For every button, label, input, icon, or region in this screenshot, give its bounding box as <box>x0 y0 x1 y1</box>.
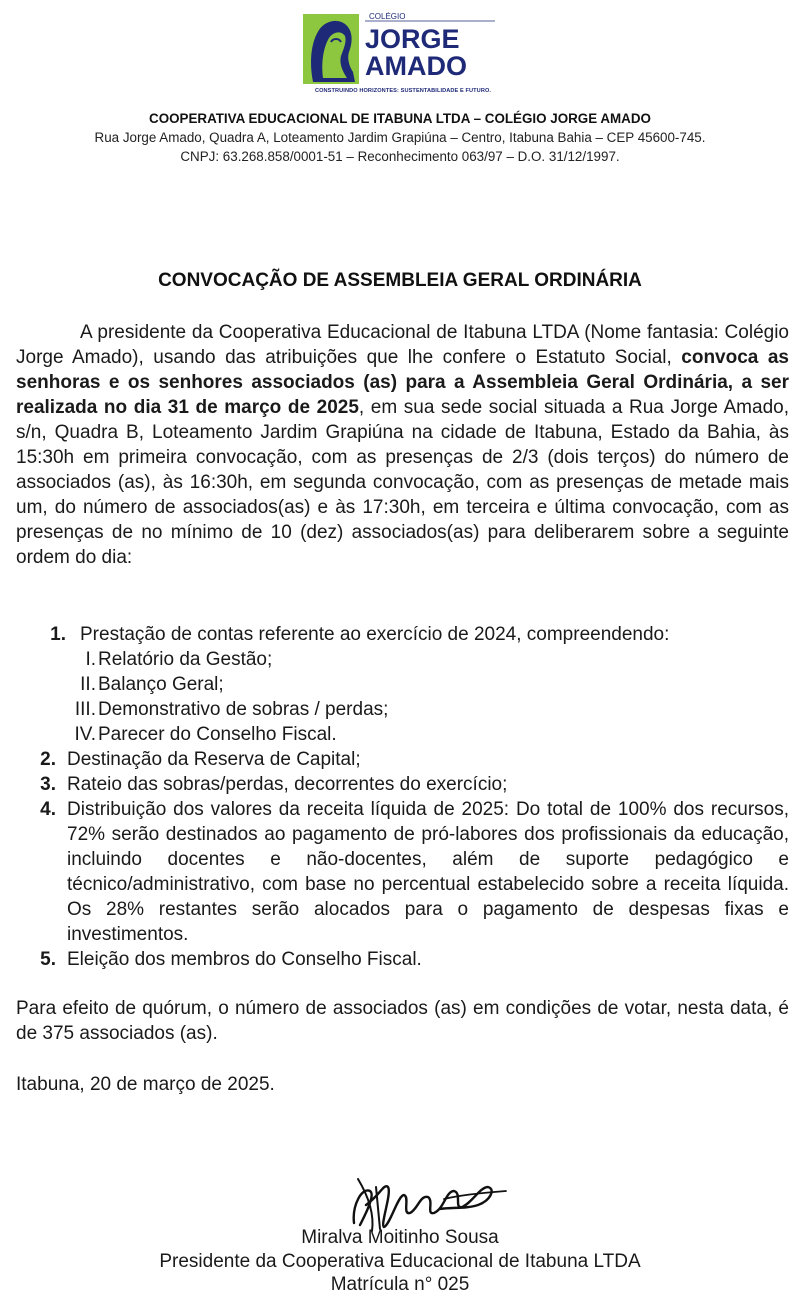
agenda-subitem <box>16 647 789 672</box>
document-title: CONVOCAÇÃO DE ASSEMBLEIA GERAL ORDINÁRIA <box>158 270 642 291</box>
signatory-role: Presidente da Cooperativa Educacional de Itabuna LTDA <box>159 1251 641 1272</box>
agenda-item-number: 3. <box>40 774 56 795</box>
agenda-subitem-text: Demonstrativo de sobras / perdas; <box>98 699 389 720</box>
agenda-subitem <box>16 697 789 722</box>
agenda-subitem <box>16 722 789 747</box>
header-organization: COOPERATIVA EDUCACIONAL DE ITABUNA LTDA – COLÉGIO JORGE AMADO <box>149 111 651 126</box>
agenda-subitem-number: I. <box>85 649 96 670</box>
agenda-item-number: 4. <box>40 799 56 820</box>
handwritten-signature-icon <box>340 1165 510 1235</box>
quorum-paragraph: Para efeito de quórum, o número de associados (as) em condições de votar, nesta data, é de 375 associados (as). <box>16 998 789 1044</box>
agenda-list <box>16 622 789 972</box>
agenda-item-text: Distribuição dos valores da receita líquida de 2025: Do total de 100% dos recursos, 72% serão destinados ao pagamento de pró-labores dos profissionais da educação, incluindo docentes e não-docentes, além de suporte pedagógico e técnico/administrativo, com base no percentual estabelecido sobre a receita líquida. Os 28% restantes serão alocados para o pagamento de despesas fixas e investimentos. <box>67 799 789 945</box>
agenda-item-text: Destinação da Reserva de Capital; <box>67 749 361 770</box>
agenda-subitem-number: II. <box>80 674 96 695</box>
document-date: Itabuna, 20 de março de 2025. <box>16 1074 275 1095</box>
agenda-item-text: Prestação de contas referente ao exercício de 2024, compreendendo: <box>80 624 670 645</box>
agenda-item <box>16 772 789 797</box>
agenda-item-number: 1. <box>50 624 66 645</box>
intro-paragraph <box>16 320 789 570</box>
agenda-item-text: Rateio das sobras/perdas, decorrentes do exercício; <box>67 774 508 795</box>
agenda-subitem-text: Parecer do Conselho Fiscal. <box>98 724 337 745</box>
logo-small-text: COLÉGIO <box>369 12 406 21</box>
header-cnpj: CNPJ: 63.268.858/0001-51 – Reconhecimento 063/97 – D.O. 31/12/1997. <box>180 149 620 164</box>
school-logo <box>303 12 499 94</box>
agenda-item-number: 5. <box>40 949 56 970</box>
logo-emblem-icon <box>303 12 499 86</box>
agenda-item <box>16 747 789 772</box>
logo-tagline: CONSTRUINDO HORIZONTES: SUSTENTABILIDADE E FUTURO. <box>314 88 492 94</box>
intro-text-2: , em sua sede social situada a Rua Jorge Amado, s/n, Quadra B, Loteamento Jardim Grapiúna na cidade de Itabuna, Estado da Bahia, às 15:30h em primeira convocação, com as presenças de 2/3 (dois terços) do número de associados (as), às 16:30h, em segunda convocação, com as presenças de metade mais um, do número de associados(as) e às 17:30h, em terceira e última convocação, com as presenças de no mínimo de 10 (dez) associados(as) para deliberarem sobre a seguinte ordem do dia: <box>16 397 789 568</box>
agenda-subitem-number: IV. <box>74 724 96 745</box>
agenda-subitem-text: Relatório da Gestão; <box>98 649 273 670</box>
agenda-item-number: 2. <box>40 749 56 770</box>
intro-text-1: A presidente da Cooperativa Educacional de Itabuna LTDA (Nome fantasia: Colégio Jorge Amado), usando das atribuições que lhe confere o Estatuto Social, <box>16 322 789 368</box>
agenda-subitem <box>16 672 789 697</box>
logo-line2: AMADO <box>365 51 467 81</box>
agenda-subitem-number: III. <box>74 699 96 720</box>
intro-bold-text: convoca as senhoras e os senhores associados (as) para a Assembleia Geral Ordinária, a ser realizada no dia 31 de março de 2025 <box>16 347 789 418</box>
agenda-item <box>16 797 789 947</box>
header-address: Rua Jorge Amado, Quadra A, Loteamento Jardim Grapiúna – Centro, Itabuna Bahia – CEP 45600-745. <box>94 130 706 145</box>
agenda-item-text: Eleição dos membros do Conselho Fiscal. <box>67 949 422 970</box>
logo-line1: JORGE <box>365 24 460 54</box>
agenda-subitem-text: Balanço Geral; <box>98 674 224 695</box>
agenda-item <box>16 947 789 972</box>
signatory-registration: Matrícula n° 025 <box>330 1274 470 1295</box>
signatory-name: Miralva Moitinho Sousa <box>301 1227 499 1248</box>
agenda-item <box>16 622 789 647</box>
